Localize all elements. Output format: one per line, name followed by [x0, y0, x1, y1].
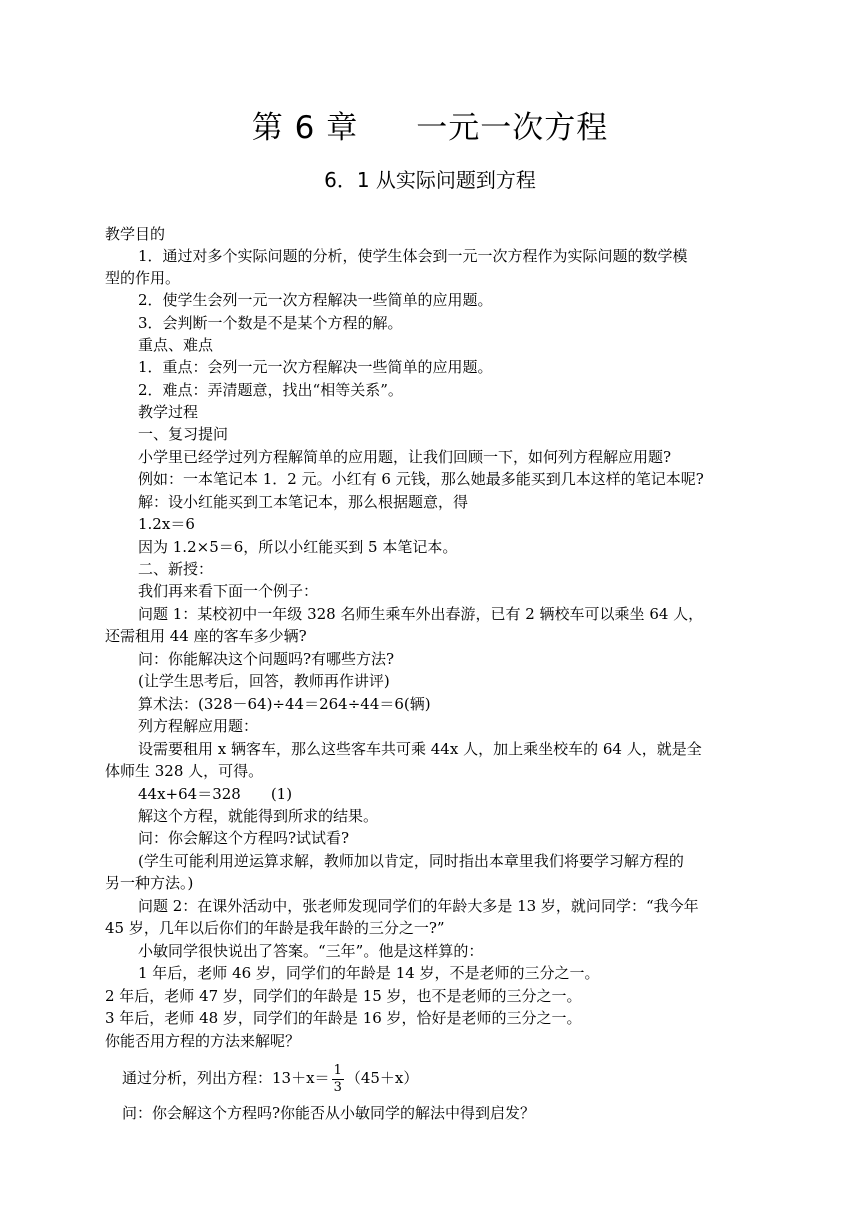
text-line: 1 年后，老师 46 岁，同学们的年龄是 14 岁，不是老师的三分之一。	[138, 964, 600, 982]
text-line: 小学里已经学过列方程解简单的应用题，让我们回顾一下，如何列方程解应用题?	[138, 448, 672, 466]
text-line: 一、复习提问	[138, 425, 229, 443]
text-line: 二、新授：	[138, 560, 214, 578]
text-line: 教学过程	[138, 403, 199, 421]
equation-line	[122, 1062, 418, 1096]
text-line: (学生可能利用逆运算求解，教师加以肯定，同时指出本章里我们将要学习解方程的	[138, 852, 684, 870]
text-line: 问：你会解这个方程吗?试试看?	[138, 829, 350, 847]
text-line: 2 年后，老师 47 岁，同学们的年龄是 15 岁，也不是老师的三分之一。	[105, 987, 582, 1005]
text-line: 解：设小红能买到工本笔记本，那么根据题意，得	[138, 493, 469, 511]
text-line: 你能否用方程的方法来解呢？	[105, 1032, 301, 1050]
text-line: 问：你能解决这个问题吗?有哪些方法?	[138, 650, 395, 668]
text-line: 44x+64＝328 (1)	[138, 785, 293, 803]
text-line: 我们再来看下面一个例子：	[138, 582, 319, 600]
text-line: 2．使学生会列一元一次方程解决一些简单的应用题。	[138, 291, 493, 309]
text-line: 型的作用。	[105, 269, 181, 287]
text-line: 还需租用 44 座的客车多少辆?	[105, 627, 307, 645]
text-line: 45 岁，几年以后你们的年龄是我年龄的三分之一?”	[105, 919, 445, 937]
equation-tail: （45＋x）	[345, 1069, 419, 1087]
text-line: 算术法：(328－64)÷44＝264÷44＝6(辆)	[138, 695, 431, 713]
text-line: 教学目的	[105, 225, 166, 243]
text-line: 另一种方法。)	[105, 874, 194, 892]
text-line: 例如：一本笔记本 1．2 元。小红有 6 元钱，那么她最多能买到几本这样的笔记本呢?	[138, 470, 704, 488]
text-line: 问：你会解这个方程吗?你能否从小敏同学的解法中得到启发？	[122, 1104, 536, 1122]
equation-lead: 通过分析，列出方程：13＋x＝	[122, 1069, 330, 1087]
fraction-one-third	[332, 1063, 344, 1096]
text-line: 列方程解应用题：	[138, 717, 259, 735]
text-line: (让学生思考后，回答，教师再作讲评)	[138, 672, 390, 690]
text-line: 问题 1：某校初中一年级 328 名师生乘车外出春游，已有 2 辆校车可以乘坐 64 人，	[138, 605, 704, 623]
text-line: 重点、难点	[138, 336, 214, 354]
text-line: 3 年后，老师 48 岁，同学们的年龄是 16 岁，恰好是老师的三分之一。	[105, 1009, 582, 1027]
text-line: 问题 2：在课外活动中，张老师发现同学们的年龄大多是 13 岁，就问同学：“我今年	[138, 897, 699, 915]
chapter-name: 一元一次方程	[416, 110, 609, 146]
text-line: 1．通过对多个实际问题的分析，使学生体会到一元一次方程作为实际问题的数学模	[138, 247, 688, 265]
fraction-numerator: 1	[333, 1062, 342, 1078]
text-line: 2．难点：弄清题意，找出“相等关系”。	[138, 381, 403, 399]
text-line: 因为 1.2×5＝6，所以小红能买到 5 本笔记本。	[138, 538, 458, 556]
text-line: 体师生 328 人，可得。	[105, 762, 264, 780]
text-line: 1．重点：会列一元一次方程解决一些简单的应用题。	[138, 358, 493, 376]
text-line: 设需要租用 x 辆客车，那么这些客车共可乘 44x 人，加上乘坐校车的 64 人，就是全	[138, 740, 702, 758]
text-line: 1.2x＝6	[138, 515, 195, 533]
chapter-title	[0, 102, 860, 147]
text-line: 3．会判断一个数是不是某个方程的解。	[138, 314, 403, 332]
chapter-number: 第 6 章	[251, 110, 359, 146]
text-line: 小敏同学很快说出了答案。“三年”。他是这样算的：	[138, 942, 484, 960]
text-line: 解这个方程，就能得到所求的结果。	[138, 807, 379, 825]
section-title: 6．1 从实际问题到方程	[324, 168, 536, 192]
fraction-denominator: 3	[333, 1079, 342, 1095]
